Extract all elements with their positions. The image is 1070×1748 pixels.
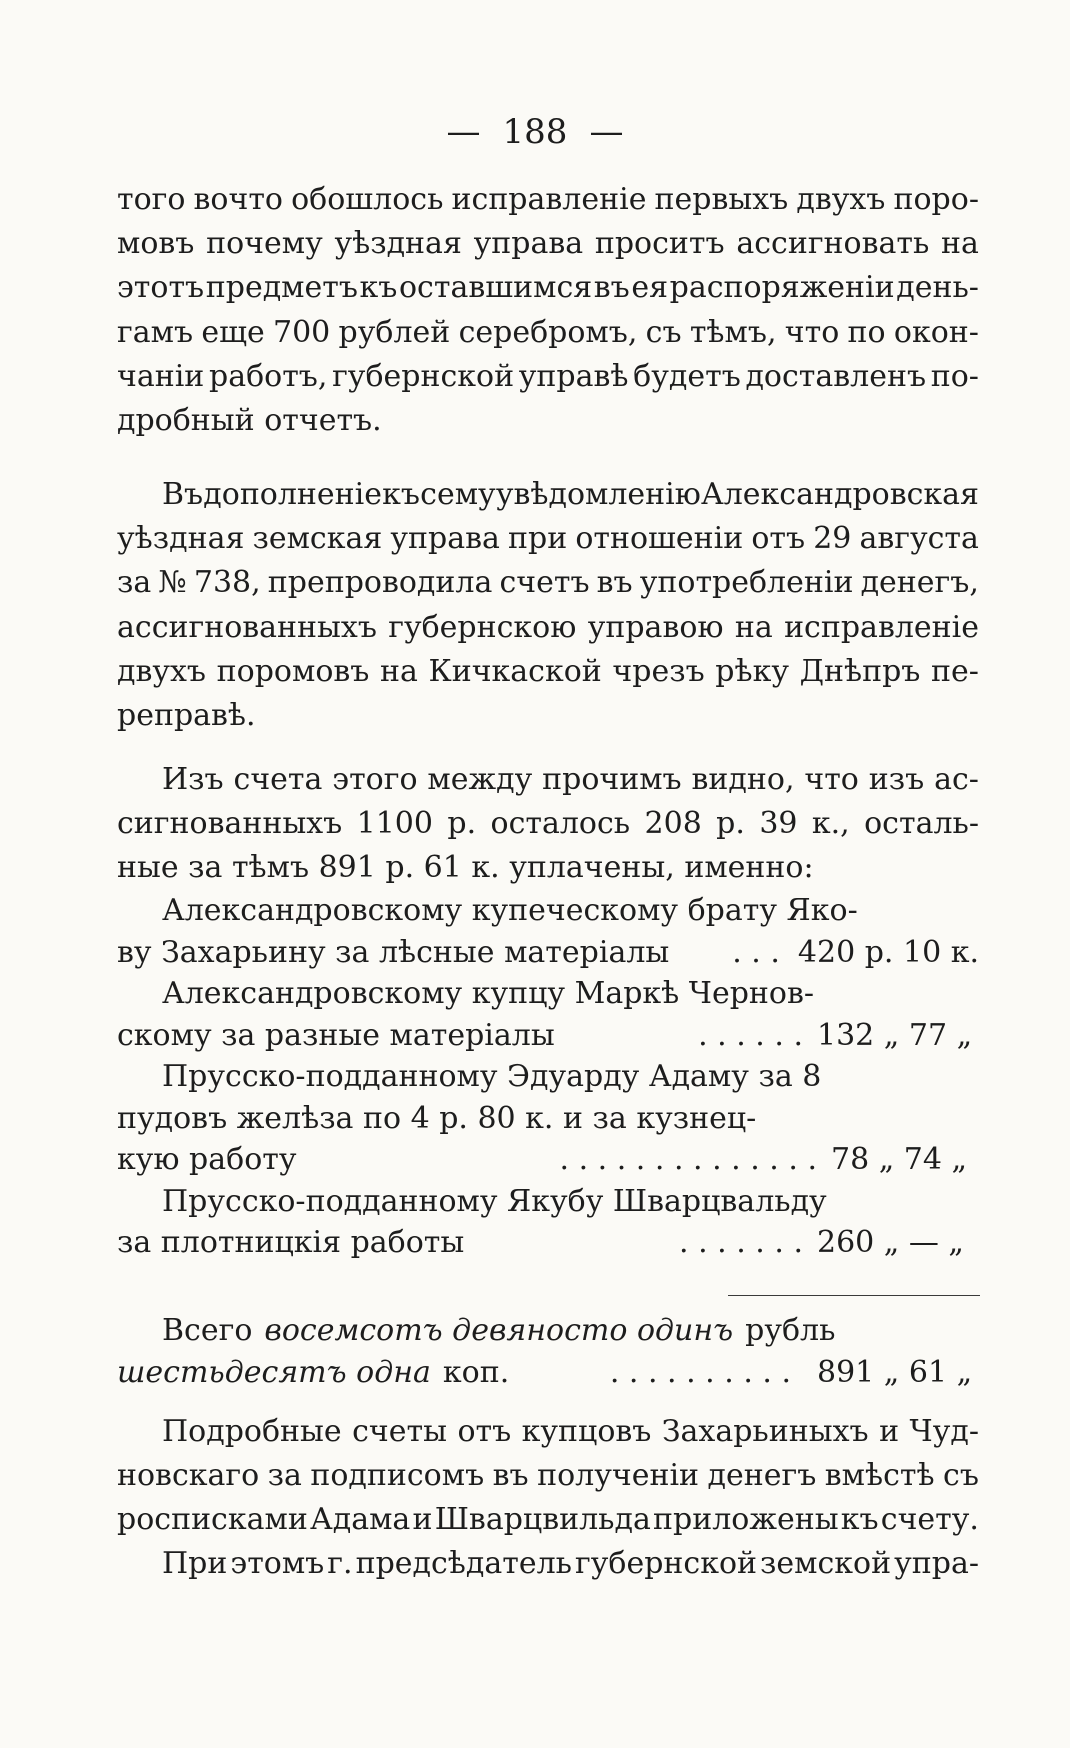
word: въ [596, 565, 633, 601]
word: № [158, 565, 187, 601]
ledger-dots: . . . [732, 934, 780, 970]
word: рублей [338, 314, 451, 350]
page-number-header [0, 112, 1070, 152]
word: вмѣстѣ [824, 1458, 935, 1494]
word: къ [840, 1502, 879, 1538]
word: ассигновать [736, 226, 930, 262]
word: исправленіе [451, 182, 647, 217]
word: ас- [934, 762, 979, 797]
ledger-text: Александровскому купцу Маркѣ Чернов- [162, 976, 815, 1011]
word: Подробные [162, 1414, 342, 1449]
ledger-text: Прусско-подданному Якубу Шварцвальду [162, 1183, 827, 1219]
word: губернской [575, 1546, 758, 1581]
word: въ [593, 270, 630, 306]
word: 700 [273, 314, 331, 350]
word: доставленъ [745, 358, 927, 394]
ledger-line [117, 1181, 979, 1223]
text-line [117, 222, 979, 266]
word: управа [390, 521, 500, 557]
word: сему [420, 477, 496, 512]
word: 1100 [356, 806, 433, 842]
text-line [117, 650, 979, 694]
word: отъ [457, 1414, 512, 1449]
word: къ [359, 270, 398, 306]
total-dots: . . . . . . . . . . [609, 1354, 791, 1390]
ledger-dots: . . . . . . [698, 1017, 803, 1053]
text-line [117, 1542, 979, 1586]
total-line [117, 1352, 979, 1394]
word: почему [206, 226, 323, 262]
word: Кичкаской [428, 653, 602, 689]
word: съ [943, 1458, 979, 1494]
ledger-amount: 260 „ — „ [817, 1225, 964, 1260]
word: Въ [162, 477, 204, 512]
total-words-kopecks: шестьдесятъ одна [117, 1354, 431, 1390]
ledger-line [117, 1098, 979, 1140]
paragraph-4 [117, 1410, 979, 1543]
text-line [117, 802, 979, 846]
paragraph-3 [117, 758, 979, 891]
word: еще [201, 314, 265, 350]
word: вочто [193, 182, 283, 217]
word: поро- [893, 182, 979, 217]
word: управа [473, 226, 584, 262]
total-unit-roubles: рубль [745, 1313, 836, 1348]
word: и [412, 1502, 433, 1538]
word: отношеніи [575, 521, 744, 557]
word: 738, [193, 565, 261, 601]
word: упра- [894, 1546, 979, 1581]
word: оставшимся [398, 270, 593, 306]
ledger-text: скому за разные матеріалы [117, 1017, 555, 1053]
word: земской [760, 1546, 892, 1581]
word: к., [811, 806, 850, 842]
word: 39 [759, 806, 798, 842]
word: Днѣпръ [799, 653, 921, 689]
word: губернской [332, 358, 515, 394]
word: при [508, 521, 568, 557]
word: день- [896, 270, 979, 306]
word: купцовъ [521, 1414, 652, 1449]
word: будетъ [633, 358, 741, 394]
word: препроводила [267, 565, 493, 601]
total-amount: 891 „ 61 „ [817, 1354, 973, 1390]
ledger-text: пудовъ желѣза по 4 р. 80 к. и за кузнец- [117, 1100, 757, 1136]
word: губернскою [388, 609, 577, 645]
word: Изъ [162, 762, 224, 797]
word: счету. [880, 1502, 979, 1538]
word: за [117, 565, 152, 601]
ledger-total [117, 1310, 979, 1393]
word: осталь- [864, 806, 979, 842]
word: 29 [813, 521, 852, 557]
word: денегъ, [860, 565, 979, 601]
total-words-roubles: восемсотъ девяносто одинъ [264, 1313, 734, 1348]
word: ассигнованныхъ [117, 609, 377, 645]
text-line [117, 311, 979, 355]
word: сигнованныхъ [117, 806, 343, 842]
word: чрезъ [612, 653, 705, 689]
word: на [734, 609, 773, 645]
word: двухъ [796, 182, 886, 217]
word: къ [382, 477, 421, 512]
word: что [804, 762, 859, 797]
word: работъ, [208, 358, 328, 394]
word: Чуд- [909, 1414, 979, 1449]
word: пе- [931, 653, 979, 689]
word: отъ [751, 521, 806, 557]
word: уѣздная [334, 226, 462, 262]
word: употребленіи [639, 565, 854, 601]
ledger-line [117, 973, 979, 1015]
word: на [941, 226, 979, 262]
word: р. [447, 806, 477, 842]
word: дополненіе [203, 477, 383, 512]
word: подписомъ [310, 1458, 485, 1494]
word: двухъ [117, 653, 207, 689]
word: этого [332, 762, 418, 797]
word: между [427, 762, 533, 797]
word: чаніи [117, 358, 205, 394]
text-line [117, 758, 979, 802]
word: р. [716, 806, 745, 842]
ledger-line [117, 1015, 979, 1057]
word: При [162, 1546, 228, 1581]
word: на [379, 653, 418, 689]
ledger-amount: 78 „ 74 „ [831, 1142, 968, 1177]
text-line [117, 473, 979, 517]
word: тѣмъ, [689, 314, 777, 350]
word: росписками [117, 1502, 308, 1538]
word: гамъ [117, 314, 194, 350]
text-line [117, 266, 979, 310]
word: управою [587, 609, 724, 645]
word: уѣздная [117, 521, 245, 557]
word: поромовъ [216, 653, 370, 689]
page-number: 188 [502, 112, 568, 152]
ledger-amount: 420 р. 10 к. [797, 934, 979, 970]
word: счета [233, 762, 323, 797]
total-unit-kopecks: коп. [442, 1354, 510, 1390]
word: увѣдомленію [495, 477, 701, 512]
word: обошлось [291, 182, 444, 217]
word: этотъ [117, 270, 205, 306]
word: того [117, 182, 186, 217]
page-number-dash-right: — [589, 112, 624, 152]
word: изъ [868, 762, 925, 797]
text-line [117, 355, 979, 399]
word: мовъ [117, 226, 195, 262]
word: осталось [490, 806, 631, 842]
word: по- [930, 358, 979, 394]
text-line [117, 517, 979, 561]
paragraph-1 [117, 178, 979, 443]
word: г. [327, 1546, 353, 1581]
ledger-dots: . . . . . . . [679, 1225, 803, 1260]
text-line [117, 1498, 979, 1542]
ledger-text: за плотницкія работы [117, 1225, 465, 1260]
word: въ [492, 1458, 529, 1494]
ledger-amount: 132 „ 77 „ [817, 1017, 973, 1053]
word: серебромъ, [458, 314, 638, 350]
word: земская [252, 521, 383, 557]
paragraph-5 [117, 1542, 979, 1586]
word: счетъ [499, 565, 590, 601]
text-line: ные за тѣмъ 891 р. 61 к. уплачены, именно: [117, 850, 814, 886]
ledger-text: ву Захарьину за лѣсные матеріалы [117, 934, 670, 970]
word: приложены [653, 1502, 839, 1538]
word: полученіи [537, 1458, 700, 1494]
word: новскаго [117, 1458, 260, 1494]
ledger-dots: . . . . . . . . . . . . . . [559, 1142, 817, 1177]
text-line: реправѣ. [117, 697, 256, 733]
ledger-line [117, 890, 979, 932]
word: за [267, 1458, 302, 1494]
sum-rule-divider [728, 1295, 980, 1296]
word: рѣку [715, 653, 789, 689]
total-line [117, 1310, 979, 1352]
word: исправленіе [784, 609, 979, 645]
word: предметъ [205, 270, 358, 306]
word: первыхъ [654, 182, 789, 217]
text-line [117, 561, 979, 605]
ledger-line [117, 1222, 979, 1264]
ledger-line [117, 1056, 979, 1098]
text-line: дробный отчетъ. [117, 402, 382, 438]
word: предсѣдатель [355, 1546, 572, 1581]
word: управѣ [518, 358, 629, 394]
word: Александровская [701, 477, 979, 512]
ledger-text: кую работу [117, 1142, 297, 1177]
word: и [879, 1414, 900, 1449]
total-label: Всего [162, 1313, 253, 1348]
word: что [784, 314, 840, 350]
word: 208 [644, 806, 702, 842]
word: августа [859, 521, 979, 557]
word: прочимъ [542, 762, 682, 797]
ledger-line [117, 932, 979, 974]
word: денегъ [707, 1458, 817, 1494]
word: Шварцвильда [434, 1502, 651, 1538]
payment-ledger [117, 890, 979, 1264]
ledger-line [117, 1139, 979, 1181]
paragraph-2 [117, 473, 979, 738]
text-line [117, 606, 979, 650]
word: этомъ [230, 1546, 325, 1581]
word: проситъ [594, 226, 725, 262]
word: Адама [310, 1502, 411, 1538]
text-line [117, 1454, 979, 1498]
page-number-dash-left: — [446, 112, 481, 152]
word: распоряженіи [669, 270, 895, 306]
word: Захарьиныхъ [661, 1414, 869, 1449]
word: счеты [352, 1414, 447, 1449]
ledger-text: Прусско-подданному Эдуарду Адаму за 8 [162, 1059, 822, 1094]
ledger-text: Александровскому купеческому брату Яко- [162, 893, 858, 928]
word: окон- [893, 314, 979, 350]
text-line [117, 1410, 979, 1454]
word: съ [645, 314, 682, 350]
word: ея [631, 270, 669, 306]
text-line [117, 178, 979, 222]
word: по [847, 314, 886, 350]
word: видно, [691, 762, 795, 797]
